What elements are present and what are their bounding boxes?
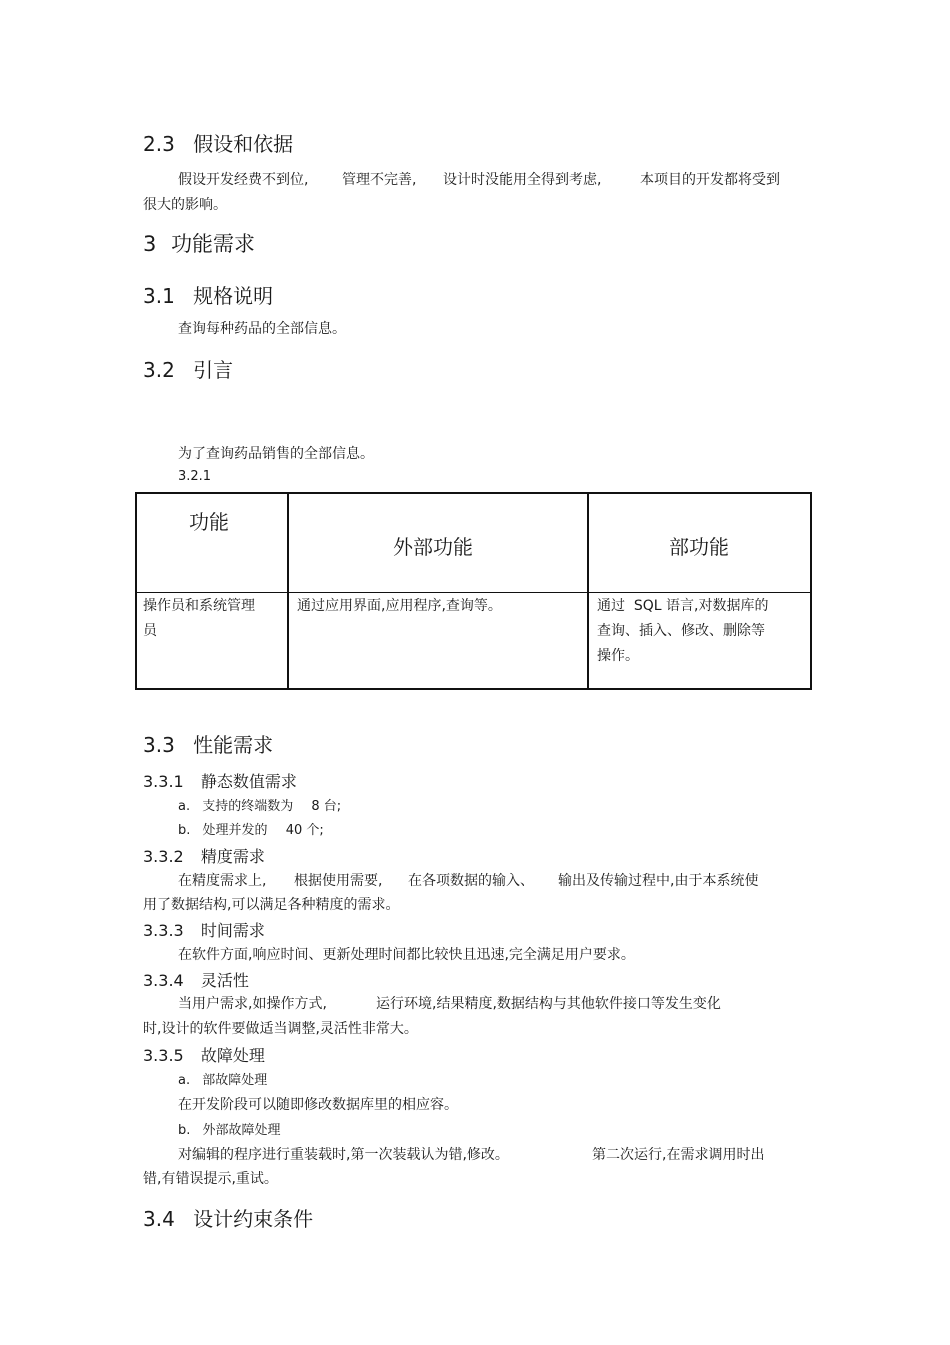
section-number: 2.3	[143, 132, 175, 156]
list-text: 外部故障处理	[202, 1123, 281, 1138]
section-number: 3.2	[143, 358, 175, 382]
paragraph-line: 在开发阶段可以随即修改数据库里的相应容。	[178, 1097, 458, 1113]
section-number: 3.4	[143, 1207, 175, 1231]
table-divider	[137, 592, 810, 593]
text-segment: 根据使用需要,	[294, 873, 383, 889]
text-segment: 当用户需求,如操作方式,	[178, 996, 327, 1012]
text-segment: 设计时没能用全得到考虑,	[443, 172, 602, 188]
section-heading-3-3	[143, 729, 273, 758]
paragraph-line: 用了数据结构,可以满足各种精度的需求。	[143, 897, 400, 913]
list-value: 8 台;	[311, 799, 342, 814]
subsection-title: 静态数值需求	[200, 772, 297, 791]
section-heading-3-4	[143, 1203, 313, 1232]
subsection-heading-3-3-3	[143, 918, 265, 941]
section-number: 3.1	[143, 284, 175, 308]
table-header-cell: 功能	[189, 510, 229, 534]
subsection-title: 时间需求	[200, 921, 265, 940]
list-text: 部故障处理	[202, 1073, 268, 1088]
subsection-heading-3-3-2	[143, 844, 265, 867]
list-item	[178, 819, 324, 838]
list-marker: a.	[178, 1073, 191, 1088]
paragraph-line: 错,有错误提示,重试。	[143, 1171, 278, 1187]
list-item	[178, 1069, 267, 1088]
section-title: 设计约束条件	[193, 1207, 314, 1231]
subsection-number: 3.2.1	[178, 469, 212, 484]
section-heading-3-2	[143, 354, 233, 383]
section-heading-2-3	[143, 128, 293, 157]
paragraph-line: 查询每种药品的全部信息。	[178, 321, 346, 337]
text-segment: 假设开发经费不到位,	[178, 172, 309, 188]
subsection-heading-3-3-5	[143, 1043, 265, 1066]
table-header-cell: 部功能	[669, 535, 729, 559]
text-segment: 第二次运行,在需求调用时出	[592, 1147, 765, 1163]
section-heading-3	[143, 228, 255, 258]
section-title: 功能需求	[171, 232, 256, 256]
list-marker: b.	[178, 1123, 191, 1138]
section-title: 规格说明	[193, 284, 274, 308]
subsection-title: 精度需求	[200, 847, 265, 866]
paragraph-line	[342, 169, 416, 189]
subsection-number: 3.3.3	[143, 921, 184, 940]
table-divider	[587, 494, 589, 688]
text-segment: 在精度需求上,	[178, 873, 267, 889]
subsection-number: 3.3.5	[143, 1046, 184, 1065]
cell-line: 操作员和系统管理	[143, 598, 255, 614]
list-text: 处理并发的	[202, 823, 268, 838]
text-segment: 运行环境,结果精度,数据结构与其他软件接口等发生变化	[376, 996, 721, 1012]
paragraph-line: 在软件方面,响应时间、更新处理时间都比较快且迅速,完全满足用户要求。	[178, 947, 635, 963]
table-cell	[297, 594, 502, 619]
subsection-heading-3-3-4	[143, 968, 249, 991]
table-header-cell: 外部功能	[393, 535, 473, 559]
paragraph-line	[443, 169, 601, 189]
cell-line: 操作。	[597, 648, 639, 664]
text-segment: 本项目的开发都将受到	[640, 172, 780, 188]
subsection-number: 3.3.4	[143, 971, 184, 990]
paragraph-line	[178, 169, 308, 189]
list-marker: a.	[178, 799, 191, 814]
table-cell	[143, 594, 255, 644]
cell-line: 员	[143, 623, 157, 639]
list-item	[178, 795, 341, 814]
text-segment: 输出及传输过程中,由于本系统使	[558, 873, 759, 889]
cell-line: 通过 SQL 语言,对数据库的	[597, 598, 769, 614]
section-heading-3-1	[143, 280, 273, 309]
list-item	[178, 1119, 281, 1138]
section-title: 性能需求	[193, 733, 274, 757]
list-marker: b.	[178, 823, 191, 838]
paragraph-line: 为了查询药品销售的全部信息。	[178, 446, 374, 462]
section-number: 3	[143, 232, 157, 256]
cell-line: 查询、插入、修改、删除等	[597, 623, 765, 639]
table-cell	[597, 594, 769, 669]
list-value: 40 个;	[285, 823, 324, 838]
section-title: 假设和依据	[193, 132, 294, 156]
subsection-heading-3-3-1	[143, 769, 297, 792]
table-divider	[287, 494, 289, 688]
subsection-number: 3.3.2	[143, 847, 184, 866]
text-segment: 在各项数据的输入、	[408, 873, 534, 889]
subsection-title: 故障处理	[200, 1046, 265, 1065]
text-segment: 管理不完善,	[342, 172, 417, 188]
function-table	[135, 492, 812, 690]
paragraph-line	[640, 169, 780, 189]
subsection-number: 3.3.1	[143, 772, 184, 791]
list-text: 支持的终端数为	[202, 799, 294, 814]
section-number: 3.3	[143, 733, 175, 757]
text-segment: 对编辑的程序进行重装载时,第一次装载认为错,修改。	[178, 1147, 509, 1163]
paragraph-line: 时,设计的软件要做适当调整,灵活性非常大。	[143, 1021, 418, 1037]
cell-line: 通过应用界面,应用程序,查询等。	[297, 598, 502, 614]
section-title: 引言	[193, 358, 234, 382]
paragraph-line: 很大的影响。	[143, 197, 227, 213]
subsection-title: 灵活性	[200, 971, 249, 990]
